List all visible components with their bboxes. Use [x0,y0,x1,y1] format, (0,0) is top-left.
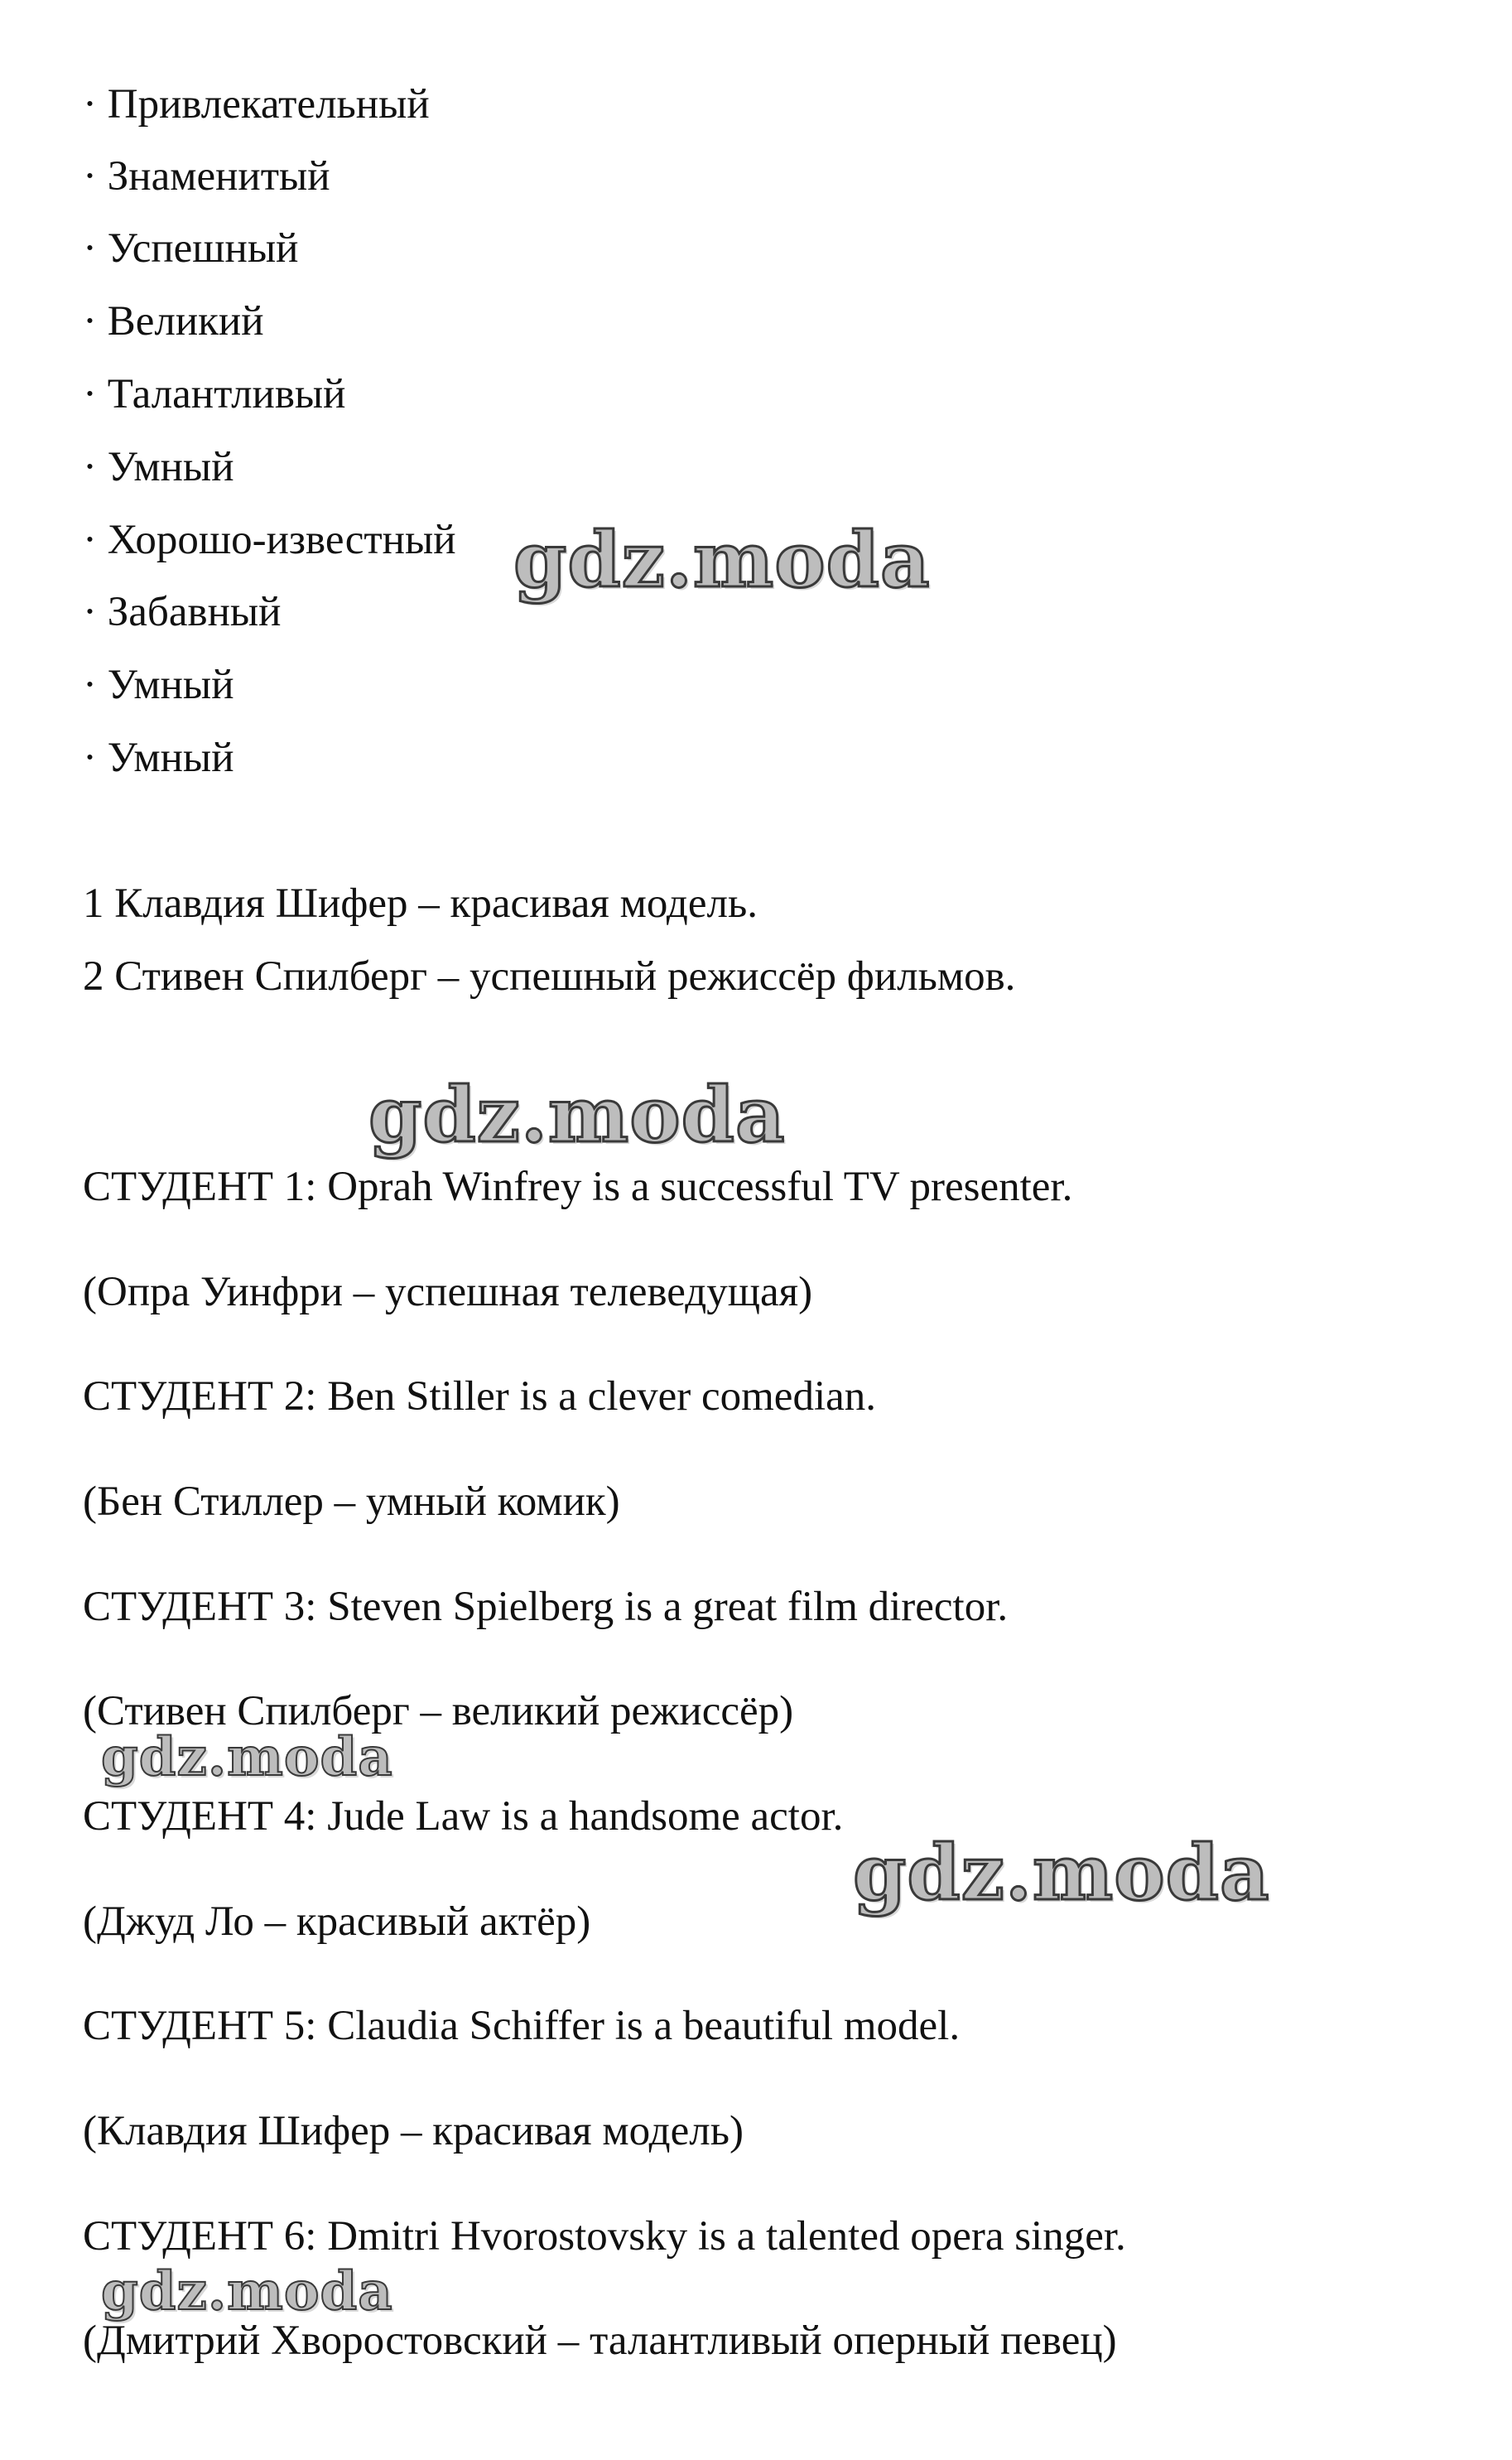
watermark: gdz.moda [101,1726,393,1788]
dialogue-line: СТУДЕНТ 6: Dmitri Hvorostovsky is a talented opera singer. [83,2213,1126,2260]
dialogue-translation: (Бен Стиллер – умный комик) [83,1478,620,1525]
watermark: gdz.moda [101,2260,393,2323]
dialogue-translation: (Дмитрий Хворостовский – талантливый оперный певец) [83,2318,1117,2364]
sentence-item: 2 Стивен Спилберг – успешный режиссёр фильмов. [83,953,1016,1000]
dialogue-line: СТУДЕНТ 2: Ben Stiller is a clever comedian. [83,1373,876,1420]
watermark: gdz.moda [513,515,931,605]
dialogue-translation: (Опра Уинфри – успешная телеведущая) [83,1269,813,1315]
dialogue-line: СТУДЕНТ 1: Oprah Winfrey is a successful TV presenter. [83,1164,1073,1210]
adjective-item: · Умный [83,444,234,490]
adjective-item: · Успешный [83,225,299,272]
adjective-item: · Привлекательный [83,81,430,128]
sentence-item: 1 Клавдия Шифер – красивая модель. [83,880,758,927]
adjective-item: · Умный [83,662,234,708]
adjective-item: · Хорошо-известный [83,517,456,563]
adjective-item: · Знаменитый [83,153,330,200]
dialogue-line: СТУДЕНТ 3: Steven Spielberg is a great film director. [83,1584,1009,1630]
adjective-item: · Умный [83,735,234,781]
dialogue-line: СТУДЕНТ 4: Jude Law is a handsome actor. [83,1793,844,1840]
dialogue-translation: (Клавдия Шифер – красивая модель) [83,2108,744,2154]
adjective-item: · Талантливый [83,371,346,417]
dialogue-line: СТУДЕНТ 5: Claudia Schiffer is a beautiful model. [83,2003,961,2049]
watermark: gdz.moda [368,1070,786,1160]
watermark: gdz.moda [853,1828,1270,1917]
dialogue-translation: (Джуд Ло – красивый актёр) [83,1898,591,1945]
dialogue-translation: (Стивен Спилберг – великий режиссёр) [83,1688,794,1734]
adjective-item: · Забавный [83,589,282,635]
adjective-item: · Великий [83,298,264,345]
